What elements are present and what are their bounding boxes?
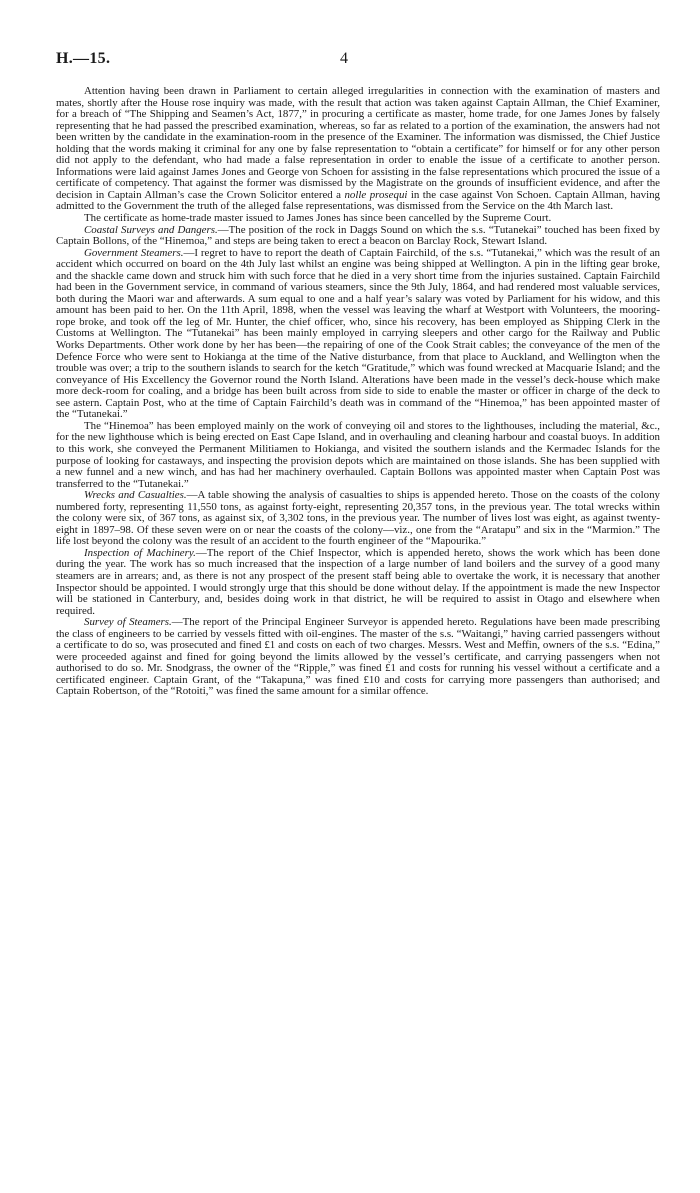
paragraph-text: —The position of the rock in Daggs Sound on which the s.s. “Tutanekai” touched has been fixed by Captain Bollons, of the “Hinemoa,” and steps are being taken to erect a beacon on Barclay Rock, Stewart Island. [56,223,660,248]
paragraph-text: The “Hinemoa” has been employed mainly on the work of conveying oil and stores to the lighthouses, including the material, &c., for the new lighthouse which is being erected on East Cape Island, and in overhauling and cleaning harbour and coastal buoys. In addition to this work, she conveyed the Permanent Militiamen to Hokianga, and visited the southern islands and the Kermadec Islands for the purpose of looking for castaways, and inspecting the provision depots which are maintained on those islands. She has been supplied with a new funnel and a new winch, and has had her machinery overhauled. Captain Bollons was appointed master when Captain Post was transferred to the “Tutanekai.” [56,419,660,490]
paragraph-text: —The report of the Chief Inspector, which is appended hereto, shows the work which has been done during the year. The work has so much increased that the inspection of a large number of land boilers and the survey of a good many steamers are in arrears; and, as there is not any prospect of the present staff being able to overtake the work, it is necessary that another Inspector should be appointed. I would strongly urge that this should be done without delay. If the appointment is made the new Inspector will be stationed in Canterbury, and, besides doing work in that district, he will be required to assist in Otago and elsewhere when required. [56,546,661,617]
section-heading: Wrecks and Casualties. [84,489,187,502]
paragraph-text: —A table showing the analysis of casualties to ships is appended hereto. Those on the coasts of the colony numbered forty, representing 11,550 tons, as against forty-eight, representing 20,357 tons, in the previous year. The total wrecks within the colony were six, of 367 tons, as against six, of 3,302 tons, in the previous year. The number of lives lost was eight, as against twenty-eight in 1897–98. Of these seven were on or near the coasts of the colony—viz., one from the “Aratapu” and six in the “Marmion.” The life lost beyond the colony was the result of an accident to the fourth engineer of the “Mapourika.” [56,489,660,548]
report-body [56,86,660,698]
section-heading: Coastal Surveys and Dangers. [84,223,218,236]
section-heading: Survey of Steamers. [84,616,172,629]
paragraph-text: The certificate as home-trade master issued to James Jones has since been cancelled by the Supreme Court. [84,212,552,225]
paragraph-text: —I regret to have to report the death of Captain Fairchild, of the s.s. “Tutanekai,” which was the result of an accident which occurred on board on the 4th July last whilst an engine was being shipped at Wellington. A pin in the lifting gear broke, and the shackle came down and struck him with such force that he died in a very short time from the injuries sustained. Captain Fairchild had been in the Government service, in command of various steamers, since the 9th July, 1864, and had rendered most valuable services, both during the Maori war and afterwards. A sum equal to one and a half year’s salary was voted by Parliament for his widow, and this amount has been paid to her. On the 11th April, 1898, when the vessel was leaving the wharf at Westport with Volunteers, the mooring-rope broke, and took off the leg of Mr. Hunter, the chief officer, who, since his recovery, has been employed as Shipping Clerk in the Customs at Wellington. The “Tutanekai” has been mainly employed in carrying sleepers and other cargo for the Railway and Public Works Departments. Other work done by her has been—the repairing of one of the Cook Strait cables; the conveyance of the men of the Defence Force who were sent to Hokianga at the time of the Native disturbance, from that place to Auckland, and Wellington when the trouble was over; a trip to the southern islands to search for the ketch “Gratitude,” which was found wrecked at Macquarie Island; and the conveyance of His Excellency the Governor round the North Island. Alterations have been made in the vessel’s deck-house which make more deck-room for coaling, and a bridge has been built across from side to side to enable the master or officer in charge of the deck to see astern. Captain Post, who at the time of Captain Fairchild’s death was in command of the “Hinemoa,” has been appointed master of the “Tutanekai.” [56,246,660,421]
section-heading: Government Steamers. [84,246,184,259]
paragraph-government-steamers [56,248,660,421]
paragraph-text: —The report of the Principal Engineer Surveyor is appended hereto. Regulations have been made prescribing the class of engineers to be carried by vessels fitted with oil-engines. The master of the s.s. “Waitangi,” having carried passengers without a certificate to do so, was prosecuted and fined £1 and costs on each of two charges. Messrs. West and Meffin, owners of the s.s. “Edina,” were proceeded against and fined for going beyond the limits allowed by the vessel’s certificate, and carrying passengers when not authorised to do so. Mr. Snodgrass, the owner of the “Ripple,” was fined £1 and costs for running his vessel without a certificate and a certificated engineer. Captain Grant, of the “Takapuna,” was fined £10 and costs for carrying more passengers than authorised; and Captain Robertson, of the “Rotoiti,” was fined the same amount for a similar offence. [56,616,660,698]
paragraph-survey-steamers [56,617,660,698]
section-heading: Inspection of Machinery. [84,546,196,559]
legal-term: nolle prosequi [344,188,408,201]
report-reference: H.—15. [56,50,111,67]
paragraph-wrecks-casualties [56,490,660,548]
page-header [56,50,660,72]
page-number: 4 [340,50,348,67]
paragraph-text: Attention having been drawn in Parliament to certain alleged irregularities in connection with the examination of masters and mates, shortly after the House rose inquiry was made, with the result that action was taken against Captain Allman, the Chief Examiner, for a breach of “The Shipping and Seamen’s Act, 1877,” in procuring a certificate as master, home trade, for one James Jones by falsely representing that he had passed the prescribed examination, whereas, so far as related to a portion of the examination, the answers had not been written by the candidate in the examination-room in the presence of the Examiner. The information was dismissed, the Chief Justice holding that the words making it criminal for any one by false representation to “obtain a certificate” for himself or for any other person did not apply to the defendant, who had made a false representation in order to enable the issue of a certificate to another person. Informations were laid against James Jones and George von Schoen for assisting in the false representations which procured the issue of a certificate of competency. That against the former was dismissed by the Magistrate on the grounds of insufficient evidence, and after the decision in Captain Allman’s case the Crown Solicitor entered a [56,85,660,201]
paragraph-inspection-machinery [56,548,660,617]
paragraph-text-tail: in the case against Von Schoen. Captain Allman, having admitted to the Government the truth of the alleged false representations, was dismissed from the Service on the 4th March last. [56,188,660,213]
paragraph-hinemoa [56,421,660,490]
paragraph-irregularities [56,86,660,213]
paragraph-coastal-surveys [56,225,660,248]
